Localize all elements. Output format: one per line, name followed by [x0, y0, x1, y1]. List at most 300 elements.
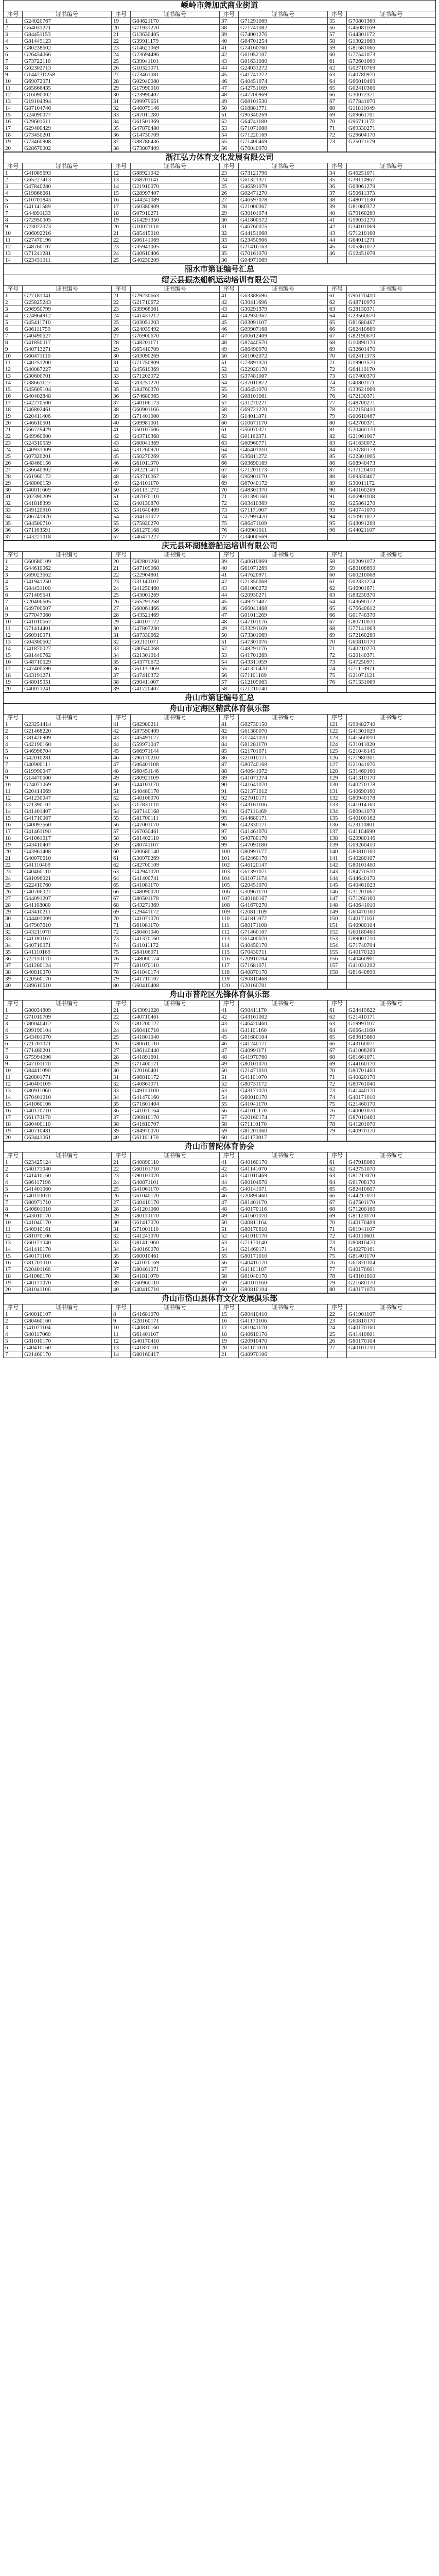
header-certificate: 证书编号	[347, 1001, 436, 1007]
certificate-number: G24101170	[131, 480, 220, 487]
certificate-number: G71101169	[239, 672, 328, 679]
row-number: 5	[4, 1338, 23, 1345]
certificate-number: G21710672	[131, 299, 220, 306]
row-number: 39	[112, 686, 131, 692]
row-number: 31	[220, 224, 239, 230]
row-number: 36	[4, 956, 23, 962]
header-number: 序号	[4, 163, 23, 170]
certificate-number: G41089693	[23, 170, 112, 177]
row-number: 58	[220, 1121, 239, 1128]
certificate-number: G41461070	[239, 828, 328, 835]
certificate-number: G61661071	[347, 1054, 436, 1061]
row-number: 46	[328, 250, 347, 257]
row-number: 36	[112, 1108, 131, 1114]
row-number: 41	[220, 572, 239, 579]
certificate-number: G41071104	[23, 1325, 112, 1331]
certificate-number: G49110100	[131, 1088, 220, 1094]
certificate-number: G41710067	[23, 815, 112, 822]
row-number: 61	[328, 1007, 347, 1014]
row-number: 37	[220, 18, 239, 25]
certificate-number: G50107606	[131, 427, 220, 433]
certificate-number: G40901011	[239, 527, 328, 534]
row-number: 51	[220, 1074, 239, 1081]
row-number: 17	[4, 666, 23, 672]
table-row	[4, 1260, 436, 1266]
row-number: 89	[220, 775, 239, 782]
certificate-number: G80034809	[23, 1007, 112, 1014]
row-number: 73	[328, 1240, 347, 1246]
certificate-number: G10321071	[131, 65, 220, 72]
table-row	[4, 170, 436, 177]
row-number: 82	[220, 728, 239, 735]
header-number: 序号	[220, 1304, 239, 1311]
row-number: 53	[220, 125, 239, 132]
certificate-number: G61708170	[347, 1179, 436, 1186]
row-number: 44	[220, 1027, 239, 1034]
certificate-number: G14730709	[131, 132, 220, 139]
certificate-number: G71409641	[23, 592, 112, 599]
certificate-number: G62410669	[347, 326, 436, 333]
certificate-number: G41070164	[131, 1108, 220, 1114]
row-number: 84	[220, 741, 239, 748]
table-row	[4, 92, 436, 98]
table-row	[4, 882, 436, 889]
row-number: 53	[220, 373, 239, 380]
certificate-number: G40601010	[23, 1206, 112, 1213]
row-number: 39	[112, 413, 131, 420]
row-number: 89	[328, 480, 347, 487]
certificate-number: G40970170	[347, 1128, 436, 1134]
certificate-number: G03410369	[239, 500, 328, 507]
row-number	[328, 982, 347, 989]
row-number: 1	[4, 170, 23, 177]
header-certificate: 证书编号	[23, 11, 112, 18]
header-number: 序号	[112, 1153, 131, 1159]
header-number: 序号	[328, 715, 347, 721]
certificate-number: G65291268	[131, 599, 220, 605]
table-row	[4, 1061, 436, 1067]
certificate-table	[3, 1304, 436, 1358]
header-number: 序号	[328, 11, 347, 18]
table-row	[4, 125, 436, 132]
row-number: 76	[328, 1108, 347, 1114]
certificate-number: G60910071	[23, 632, 112, 639]
table-row	[4, 612, 436, 619]
row-number: 85	[220, 748, 239, 755]
certificate-number: G81426909	[23, 735, 112, 741]
certificate-number: G61501369	[131, 118, 220, 125]
row-number: 155	[328, 949, 347, 956]
row-number: 5	[4, 585, 23, 592]
certificate-number: G60061466	[131, 605, 220, 612]
certificate-number: G50270269	[131, 453, 220, 460]
row-number: 158	[328, 969, 347, 976]
certificate-number: G80101460	[347, 862, 436, 869]
row-number: 9	[4, 1213, 23, 1219]
header-number: 序号	[328, 163, 347, 170]
certificate-number: G76040970	[239, 145, 328, 152]
table-row	[4, 842, 436, 849]
header-number: 序号	[328, 1153, 347, 1159]
table-row	[4, 1219, 436, 1226]
row-number: 29	[112, 1213, 131, 1219]
row-number: 51	[220, 112, 239, 118]
row-number: 50	[112, 782, 131, 788]
certificate-number: G41201060	[131, 1206, 220, 1213]
certificate-number: G69330271	[347, 125, 436, 132]
certificate-number: G40170710	[23, 1108, 112, 1114]
certificate-number: G26434066	[23, 52, 112, 58]
row-number: 4	[4, 1331, 23, 1338]
row-number: 137	[328, 828, 347, 835]
certificate-number: G48015051	[23, 679, 112, 686]
row-number: 73	[220, 507, 239, 514]
header-certificate: 证书编号	[131, 1153, 220, 1159]
certificate-number: G02331274	[347, 579, 436, 585]
table-row	[4, 386, 436, 393]
certificate-number: G41201070	[347, 1121, 436, 1128]
certificate-number: G43710368	[131, 433, 220, 440]
row-number: 105	[220, 882, 239, 889]
row-number: 60	[220, 420, 239, 427]
row-number: 45	[220, 1186, 239, 1193]
row-number: 78	[328, 1273, 347, 1280]
certificate-number: G43010170	[23, 1213, 112, 1219]
certificate-number: G06141069	[131, 237, 220, 244]
row-number: 6	[4, 52, 23, 58]
table-row	[4, 1233, 436, 1240]
table-row	[4, 768, 436, 775]
certificate-number: G31460160	[347, 768, 436, 775]
certificate-number: G40100162	[347, 815, 436, 822]
certificate-number: G47807230	[131, 625, 220, 632]
certificate-number: G41081170	[131, 882, 220, 889]
row-number: 47	[112, 761, 131, 768]
row-number: 23	[112, 45, 131, 52]
section-title: 庆元县环湖驰游船运培训有限公司	[3, 540, 436, 551]
certificate-number: G47907610	[23, 922, 112, 929]
row-number: 19	[4, 679, 23, 686]
certificate-number: G21468220	[23, 728, 112, 735]
row-number: 53	[112, 507, 131, 514]
table-row	[4, 527, 436, 534]
certificate-number: G34101069	[347, 224, 436, 230]
row-number: 114	[220, 942, 239, 949]
certificate-number: G14470600	[23, 775, 112, 782]
table-row	[4, 802, 436, 808]
certificate-number: G61960172	[23, 473, 112, 480]
row-number: 95	[328, 520, 347, 527]
table-row	[4, 1014, 436, 1021]
certificate-number: G81211070	[347, 1173, 436, 1179]
certificate-number: G61101170	[131, 1134, 220, 1141]
row-number: 27	[112, 1047, 131, 1054]
row-number: 71	[328, 360, 347, 366]
certificate-number: G40171161	[347, 916, 436, 922]
row-number: 30	[112, 1219, 131, 1226]
row-number: 29	[4, 909, 23, 916]
certificate-number: G41681070	[131, 1311, 220, 1318]
row-number: 38	[112, 1121, 131, 1128]
certificate-number: G40710481	[23, 1128, 112, 1134]
certificate-number: G40713271	[23, 346, 112, 353]
table-row	[4, 721, 436, 728]
certificate-number: G41641070	[239, 782, 328, 788]
row-number: 86	[328, 460, 347, 467]
row-number: 92	[220, 795, 239, 802]
certificate-number: G33621069	[347, 386, 436, 393]
header-certificate: 证书编号	[347, 286, 436, 293]
certificate-number: G68101530	[239, 98, 328, 105]
certificate-number: G41071274	[239, 775, 328, 782]
row-number: 42	[220, 1166, 239, 1173]
row-number: 12	[4, 366, 23, 373]
certificate-number: G72130371	[347, 393, 436, 400]
row-number: 32	[112, 1081, 131, 1088]
row-number: 8	[4, 1054, 23, 1061]
row-number: 44	[220, 1179, 239, 1186]
certificate-number: G40460110	[23, 869, 112, 875]
certificate-number: G87070110	[131, 494, 220, 500]
certificate-number: G71163591	[23, 527, 112, 534]
certificate-number: G41241070	[131, 1233, 220, 1240]
certificate-number: G47840280	[23, 183, 112, 190]
certificate-number: G63388696	[239, 293, 328, 299]
row-number: 56	[220, 1108, 239, 1114]
row-number: 45	[112, 453, 131, 460]
row-number: 79	[328, 1280, 347, 1286]
row-number: 27	[328, 1345, 347, 1351]
certificate-number: G41818399	[23, 500, 112, 507]
certificate-number: G41610707	[131, 1121, 220, 1128]
certificate-number: G41630072	[347, 440, 436, 447]
row-number: 65	[328, 605, 347, 612]
certificate-number: G80040412	[23, 1021, 112, 1027]
certificate-number: G42930367	[239, 313, 328, 319]
certificate-number: G41970760	[239, 1054, 328, 1061]
row-number: 43	[220, 585, 239, 592]
row-number: 4	[4, 1179, 23, 1186]
row-number: 55	[112, 520, 131, 527]
row-number: 50	[220, 1219, 239, 1226]
certificate-number: G40011669	[23, 487, 112, 494]
row-number: 56	[220, 145, 239, 152]
certificate-number: G40410710	[131, 1286, 220, 1293]
table-row	[4, 875, 436, 882]
table-row	[4, 1213, 436, 1219]
row-number: 87	[220, 761, 239, 768]
row-number: 8	[4, 217, 23, 224]
certificate-number: G41061017	[23, 835, 112, 842]
row-number	[328, 976, 347, 982]
certificate-number: G27181041	[23, 293, 112, 299]
row-number: 38	[4, 969, 23, 976]
header-number: 序号	[112, 715, 131, 721]
certificate-number: G60451146	[131, 768, 220, 775]
certificate-number: G80170610	[239, 1226, 328, 1233]
row-number: 11	[112, 1331, 131, 1338]
certificate-number: G21460171	[239, 1246, 328, 1253]
row-number: 1	[4, 293, 23, 299]
certificate-number: G49960600	[23, 433, 112, 440]
row-number: 62	[328, 65, 347, 72]
certificate-number: G87590409	[131, 728, 220, 735]
certificate-number: G43161106	[239, 802, 328, 808]
header-row	[4, 1304, 436, 1311]
certificate-number: G66041468	[239, 605, 328, 612]
certificate-number: G41440170	[347, 1088, 436, 1094]
certificate-number: G23431011	[23, 257, 112, 264]
certificate-number: G81080372	[347, 204, 436, 210]
certificate-number: G13630405	[131, 31, 220, 38]
row-number: 23	[4, 869, 23, 875]
certificate-number: G21961007	[347, 433, 436, 440]
row-number: 57	[220, 679, 239, 686]
row-number: 132	[328, 795, 347, 802]
row-number: 64	[328, 599, 347, 605]
row-number: 49	[220, 98, 239, 105]
certificate-number: G14291350	[131, 217, 220, 224]
certificate-number: G69721270	[239, 406, 328, 413]
row-number: 9	[4, 612, 23, 619]
header-number: 序号	[112, 11, 131, 18]
table-row	[4, 646, 436, 652]
certificate-number: G71110971	[347, 666, 436, 672]
header-certificate: 证书编号	[23, 163, 112, 170]
certificate-number: G31011020	[347, 741, 436, 748]
row-number: 25	[112, 1034, 131, 1041]
section-title: 浙江弘力体育文化发展有限公司	[3, 152, 436, 163]
certificate-number: G06641160	[347, 1027, 436, 1034]
table-row	[4, 599, 436, 605]
certificate-number: G41741272	[239, 72, 328, 78]
row-number: 27	[112, 333, 131, 340]
certificate-number: G60180460	[347, 929, 436, 936]
row-number: 1	[4, 1007, 23, 1014]
certificate-number: G88921042	[131, 170, 220, 177]
certificate-number: G46901671	[347, 585, 436, 592]
certificate-number: G41104690	[347, 828, 436, 835]
row-number: 20	[4, 1286, 23, 1293]
certificate-number: G84760370	[131, 386, 220, 393]
certificate-number: G48301370	[239, 487, 328, 494]
certificate-number: G74160760	[239, 45, 328, 52]
row-number: 59	[220, 1280, 239, 1286]
row-number: 70	[328, 353, 347, 360]
header-certificate: 证书编号	[23, 1153, 112, 1159]
certificate-number: G59971047	[131, 741, 220, 748]
certificate-number: G60380909	[131, 204, 220, 210]
row-number: 24	[112, 1179, 131, 1186]
row-number	[328, 534, 347, 540]
certificate-number: G72160269	[347, 632, 436, 639]
certificate-number: G41010667	[23, 619, 112, 625]
table-row	[4, 118, 436, 125]
certificate-number: G40171010	[347, 1094, 436, 1101]
row-number: 69	[328, 112, 347, 118]
row-number	[328, 1134, 347, 1141]
row-number: 70	[220, 487, 239, 494]
row-number: 16	[4, 822, 23, 828]
header-number: 序号	[112, 1304, 131, 1311]
certificate-number: G21371012	[239, 788, 328, 795]
certificate-number: G19901570	[347, 360, 436, 366]
table-row	[4, 237, 436, 244]
certificate-number: G61870104	[347, 1260, 436, 1266]
table-row	[4, 139, 436, 145]
row-number: 30	[112, 625, 131, 632]
row-number: 59	[328, 45, 347, 52]
certificate-number: G41240171	[239, 1041, 328, 1047]
certificate-number: G19104394	[23, 98, 112, 105]
row-number: 34	[112, 380, 131, 386]
row-number: 4	[4, 190, 23, 197]
row-number: 67	[112, 895, 131, 902]
certificate-number: G11811049	[347, 105, 436, 112]
row-number: 18	[4, 835, 23, 842]
certificate-number: G40810070	[23, 969, 112, 976]
certificate-number: G82730150	[239, 721, 328, 728]
header-number: 序号	[220, 286, 239, 293]
row-number: 59	[220, 413, 239, 420]
certificate-number: G99979651	[131, 98, 220, 105]
row-number: 76	[328, 679, 347, 686]
row-number: 100	[220, 849, 239, 855]
row-number: 52	[220, 366, 239, 373]
certificate-number: G40780170	[239, 835, 328, 842]
row-number: 27	[112, 72, 131, 78]
certificate-number: G48760107	[23, 244, 112, 250]
table-row	[4, 748, 436, 755]
certificate-number: G43160071	[347, 1041, 436, 1047]
certificate-number: G01011269	[239, 612, 328, 619]
certificate-number: G43521469	[131, 612, 220, 619]
row-number: 40	[4, 982, 23, 989]
row-number: 6	[4, 204, 23, 210]
certificate-number: G77141063	[347, 625, 436, 632]
certificate-number: G48000159	[23, 480, 112, 487]
row-number: 147	[328, 895, 347, 902]
row-number: 22	[112, 572, 131, 579]
table-row	[4, 956, 436, 962]
table-row	[4, 25, 436, 31]
header-row	[4, 1001, 436, 1007]
row-number: 37	[4, 962, 23, 969]
certificate-number: G34000569	[239, 534, 328, 540]
certificate-number: G87104746	[23, 105, 112, 112]
row-number: 44	[328, 237, 347, 244]
row-number: 44	[220, 313, 239, 319]
row-number: 21	[4, 427, 23, 433]
certificate-number: G40450170	[239, 942, 328, 949]
certificate-number: G71741082	[239, 25, 328, 31]
header-number: 序号	[4, 1153, 23, 1159]
certificate-number: G20140371	[347, 652, 436, 659]
row-number: 30	[220, 217, 239, 224]
row-number: 23	[112, 244, 131, 250]
row-number: 60	[220, 1134, 239, 1141]
row-number: 8	[4, 768, 23, 775]
row-number: 28	[112, 1054, 131, 1061]
certificate-table	[3, 1000, 436, 1141]
certificate-number: G43690172	[347, 599, 436, 605]
certificate-number: G40070610	[23, 855, 112, 862]
certificate-number: G44151068	[239, 230, 328, 237]
row-number	[328, 257, 347, 264]
certificate-number: G02111071	[131, 639, 220, 646]
row-number: 10	[4, 1219, 23, 1226]
row-number: 80	[328, 1286, 347, 1293]
